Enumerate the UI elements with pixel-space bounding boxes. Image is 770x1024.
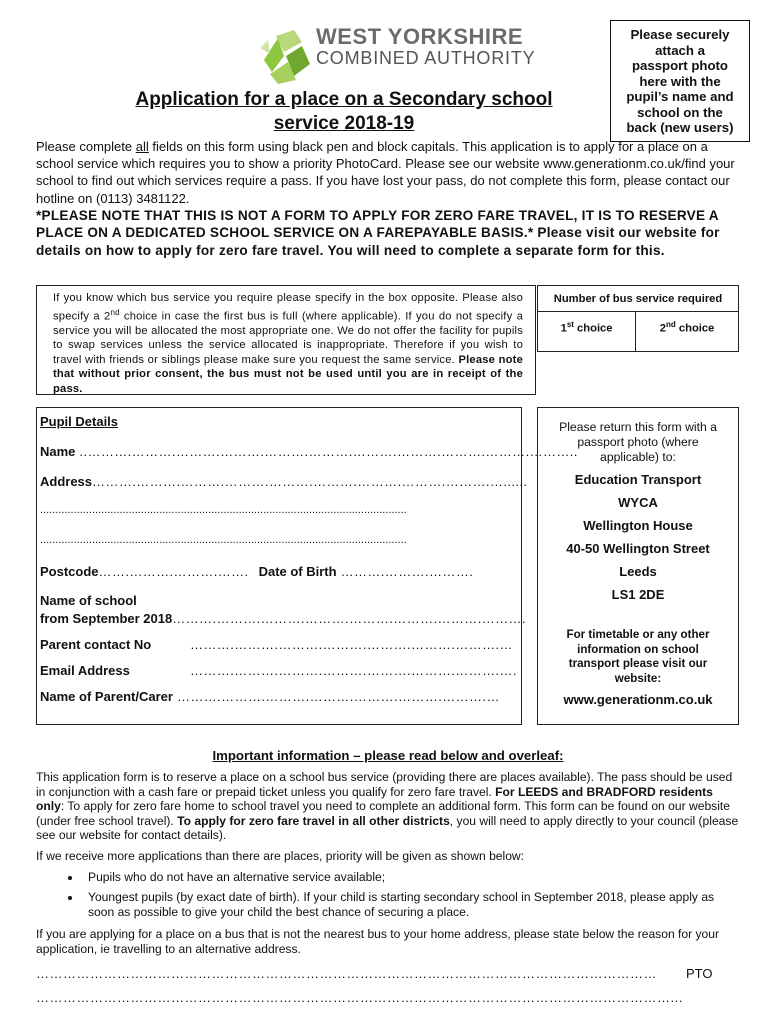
postcode-dots: …….……….……….…….: [98, 564, 249, 579]
photo-box-line: attach a: [655, 42, 705, 58]
photo-box-line: here with the: [639, 73, 721, 89]
name-dots: ..……….……….……….……….……….……….……….……….……….……….………..: [75, 444, 578, 459]
name-label: Name: [40, 444, 76, 459]
important-info-heading: Important information – please read below and overleaf:: [212, 748, 564, 763]
school-label-line1: Name of school: [40, 593, 137, 608]
important-paragraph-2: If we receive more applications than there are places, priority will be given as shown below:: [36, 848, 525, 863]
timetable-line: website:: [614, 671, 662, 685]
choice-info-part2: choice in case the first bus is full (where applicable). If you do not specify a service you will be allocated the most appropriate one. We do not offer the facility for pupils to swap services unless the service allocated is inappropriate. Therefore if you wish to travel with friends or siblings please make sure you request the same service.: [53, 310, 523, 366]
return-address-box: [537, 407, 739, 725]
dob-dots: ……….……….……….: [336, 564, 474, 579]
second-choice-label: choice: [675, 322, 715, 335]
logo-line2: COMBINED AUTHORITY: [316, 48, 536, 68]
return-postal-address: [538, 468, 738, 606]
address-line: WYCA: [618, 495, 658, 510]
address-line: 40-50 Wellington Street: [566, 541, 710, 556]
reason-line-1[interactable]: …………………………………………………………………………………………………………………………: [36, 966, 657, 981]
logo-line1: WEST YORKSHIRE: [316, 24, 524, 49]
parent-contact-dots: ……….……….……….……….……….……….……….…: [190, 637, 513, 652]
return-intro-line: Please return this form with a: [559, 420, 717, 434]
intro-underlined: all: [135, 139, 149, 154]
timetable-line: transport please visit our: [568, 657, 708, 670]
parent-carer-dots: ……….……….……….……….……….……….……….…: [172, 689, 500, 704]
bus-service-table: [537, 285, 739, 352]
parent-carer-label: Name of Parent/Carer: [40, 689, 173, 704]
return-intro: [538, 420, 738, 465]
photo-box-line: passport photo: [632, 58, 728, 73]
timetable-info: [538, 628, 738, 686]
pupil-details-heading: Pupil Details: [40, 414, 119, 429]
return-intro-line: applicable) to:: [600, 450, 676, 464]
title-line2: service 2018-19: [273, 113, 415, 134]
address-line-2[interactable]: ........................................................................................................................: [40, 504, 407, 516]
first-choice-sup: st: [566, 320, 574, 329]
intro-after: fields on this form using black pen and block capitals. This application is to apply for a place on a school service which requires you to show a priority PhotoCard. Please see our website www.generationm.co.uk/find your school to find out which services require a pass. If you have lost your pass, do not complete this form, please contact our hotline on (0113) 3481122.: [36, 139, 735, 206]
address-line: Wellington House: [583, 518, 693, 533]
p1-bold-d: To apply for zero fare travel in all other districts: [177, 813, 450, 828]
choice-info-part1: If you know which bus service you require please specify in the box opposite. Please also specify a 2: [53, 292, 523, 323]
email-field[interactable]: [40, 663, 517, 678]
important-info-body: [36, 770, 740, 963]
email-label: Email Address: [40, 663, 130, 678]
p1-text-a: This application form is to reserve a place on a school bus service (providing there are places available). The pass should be used in conjunction with a cash fare or prepaid ticket unless you qualify for zero fare travel.: [36, 770, 733, 799]
important-paragraph-3: If you are applying for a place on a bus that is not the nearest bus to your home address, please state below the reason for your application, ie travelling to an alternative address.: [36, 927, 720, 956]
page-title: [104, 88, 584, 136]
second-choice-sup: nd: [666, 320, 676, 329]
parent-carer-field[interactable]: [40, 689, 500, 704]
passport-photo-box[interactable]: [610, 20, 750, 142]
school-label-line2: from September 2018: [40, 611, 173, 626]
priority-list: [36, 870, 740, 920]
name-field[interactable]: [40, 444, 578, 459]
title-line1: Application for a place on a Secondary school: [135, 89, 553, 110]
address-line: LS1 2DE: [611, 587, 665, 602]
second-choice-num: 2: [659, 322, 666, 335]
first-choice-label: choice: [573, 322, 613, 335]
wyca-logo: [258, 22, 536, 92]
important-paragraph-1: [36, 770, 740, 843]
dob-label: Date of Birth: [258, 564, 337, 579]
choice-info-sup: nd: [110, 307, 120, 317]
address-dots: ……….……….……….……….……….……….……….……….……….…......: [92, 474, 528, 489]
choice-info-bold: Please note that without prior consent, the bus must not be used until you are in receipt of the pass.: [53, 353, 523, 395]
logo-mark-icon: [258, 28, 316, 86]
timetable-line: information on school: [577, 642, 699, 656]
first-choice-field[interactable]: [538, 312, 636, 352]
email-dots: ……….……….……….……….……….……….……….….: [190, 663, 517, 678]
address-line: Education Transport: [574, 472, 702, 487]
photo-box-line: school on the: [637, 104, 723, 120]
return-intro-line: passport photo (where: [577, 435, 699, 449]
school-field[interactable]: [40, 611, 526, 626]
photo-box-line: pupil’s name and: [626, 89, 734, 104]
priority-item: • Pupils who do not have an alternative service available;: [82, 870, 740, 885]
pupil-details-section: [36, 407, 578, 725]
parent-contact-label: Parent contact No: [40, 637, 152, 652]
postcode-dob-field[interactable]: [40, 564, 473, 579]
photo-box-line: Please securely: [630, 27, 730, 42]
address-field[interactable]: [40, 474, 527, 489]
photo-box-line: back (new users): [626, 120, 734, 135]
p1-bold-b: For LEEDS and BRADFORD residents only: [36, 784, 713, 814]
website-link[interactable]: www.generationm.co.uk: [563, 692, 713, 707]
parent-contact-field[interactable]: [40, 637, 513, 652]
bus-choice-info: [36, 285, 536, 395]
pto-label: PTO: [686, 966, 713, 981]
second-choice-field[interactable]: [636, 312, 739, 352]
address-label: Address: [40, 474, 93, 489]
p1-text-e: , you will need to apply directly to your council (please see our website for contact details).: [36, 813, 739, 843]
reason-line-2[interactable]: ……………………………………………………………………………………………………………………………...: [36, 990, 683, 1005]
intro-paragraph: [36, 138, 740, 207]
priority-item: • Youngest pupils (by exact date of birth). If your child is starting secondary school in September 2018, please apply as soon as possible to give your child the best chance of securing a place.: [82, 890, 740, 919]
first-choice-num: 1: [560, 322, 567, 335]
bus-service-header: Number of bus service required: [538, 286, 739, 312]
address-line-3[interactable]: ........................................................................................................................: [40, 534, 407, 546]
p1-text-c: : To apply for zero fare home to school travel you need to complete an additional form. This form can be found on our website (under free school travel).: [36, 799, 730, 828]
school-dots: ……….……….……….……….……….……….……….……….: [172, 611, 526, 626]
postcode-label: Postcode: [40, 564, 99, 579]
timetable-line: For timetable or any other: [566, 628, 710, 641]
zero-fare-notice: *PLEASE NOTE THAT THIS IS NOT A FORM TO APPLY FOR ZERO FARE TRAVEL, IT IS TO RESERVE A PLACE ON A DEDICATED SCHOOL SERVICE ON A FAREPAYABLE BASIS.* Please visit our website for details on how to apply for zero fare travel. You will need to complete a separate form for this.: [36, 208, 720, 258]
address-line: Leeds: [619, 564, 657, 579]
intro-before: Please complete: [36, 139, 136, 154]
